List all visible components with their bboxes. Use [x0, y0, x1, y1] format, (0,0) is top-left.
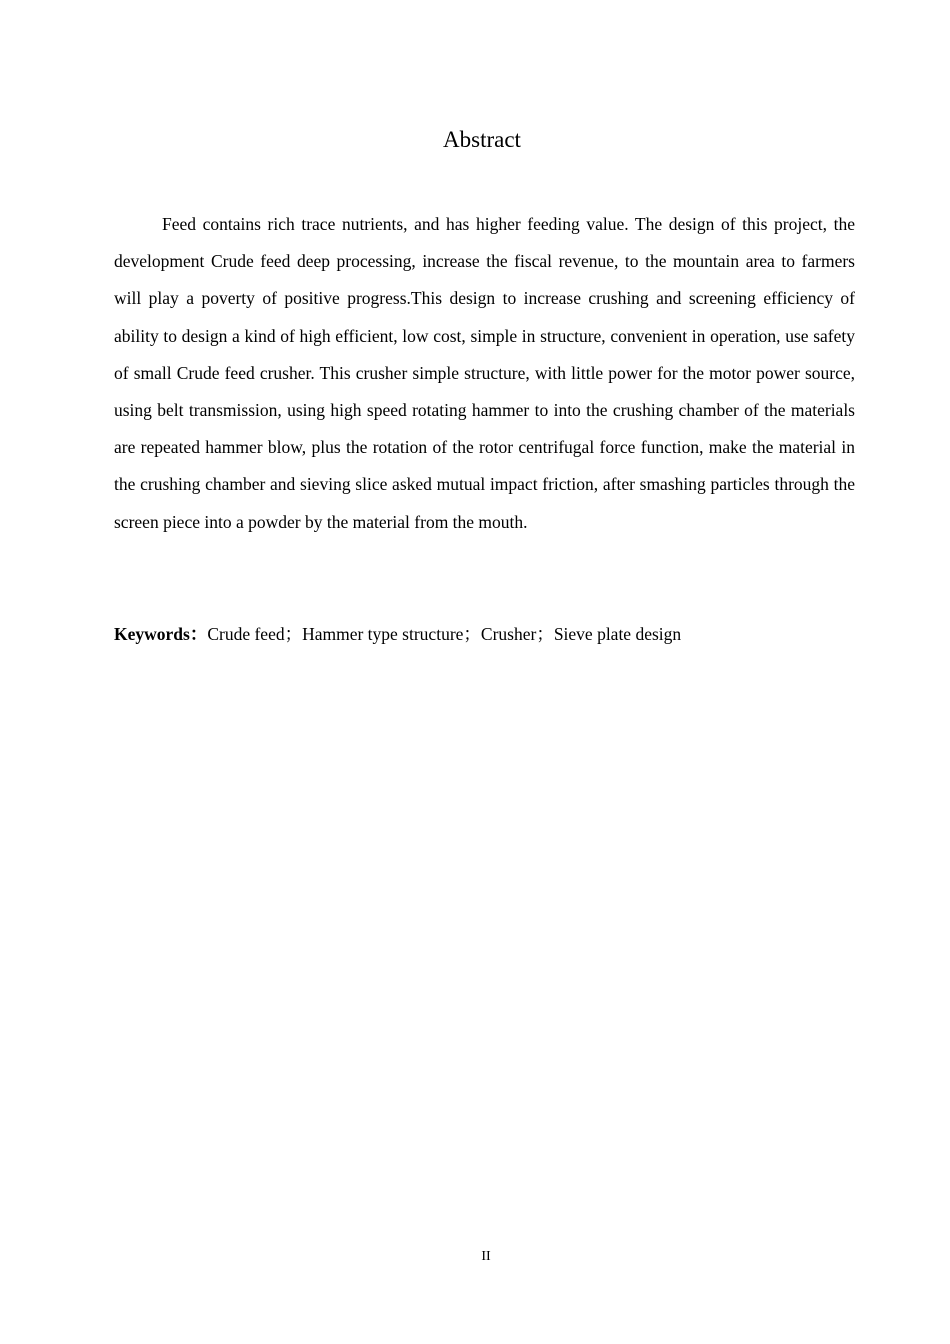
keywords-text: Crude feed；Hammer type structure；Crusher；Sieve plate design	[207, 624, 682, 644]
keywords-label: Keywords：	[114, 624, 208, 644]
keywords-line	[114, 621, 855, 647]
abstract-title: Abstract	[443, 127, 521, 152]
page-number: II	[481, 1249, 491, 1264]
abstract-body: Feed contains rich trace nutrients, and has higher feeding value. The design of this project, the development Crude feed deep processing, increase the fiscal revenue, to the mountain area to farmers will play a poverty of positive progress.This design to increase crushing and screening efficiency of ability to design a kind of high efficient, low cost, simple in structure, convenient in operation, use safety of small Crude feed crusher. This crusher simple structure, with little power for the motor power source, using belt transmission, using high speed rotating hammer to into the crushing chamber of the materials are repeated hammer blow, plus the rotation of the rotor centrifugal force function, make the material in the crushing chamber and sieving slice asked mutual impact friction, after smashing particles through the screen piece into a powder by the material from the mouth.	[114, 214, 855, 532]
